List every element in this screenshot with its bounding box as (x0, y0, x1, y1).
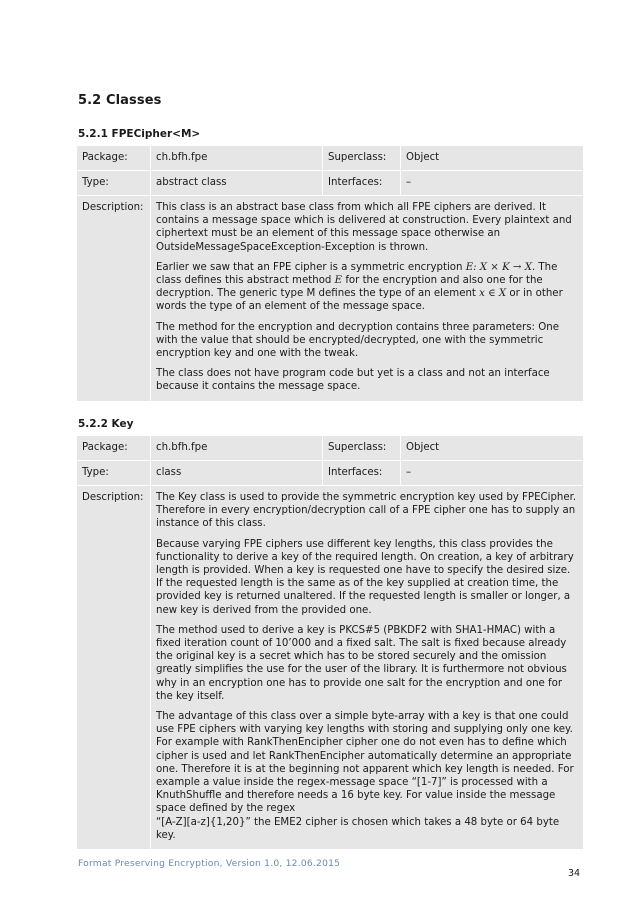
type-label: Type: (77, 171, 150, 195)
fpecipher-class-table (76, 145, 584, 402)
description-paragraph (156, 710, 578, 842)
math-expression: E: X × K → X (465, 261, 532, 273)
superclass-label: Superclass: (323, 436, 400, 460)
page-number: 34 (568, 868, 581, 879)
package-value: ch.bfh.fpe (151, 436, 322, 460)
interfaces-value: – (401, 461, 583, 485)
interfaces-value: – (401, 171, 583, 195)
key-class-table (76, 435, 584, 850)
description-paragraph: Because varying FPE ciphers use different key lengths, this class provides the functionality to derive a key of the required length. On creation, a key of arbitrary length is provided. When a key is requested one have to specify the desired size. If the requested length is the same as of the key supplied at creation time, the provided key is returned unaltered. If the requested length is smaller or longer, a new key is derived from the provided one. (156, 538, 574, 616)
description-cell (151, 196, 583, 401)
text-span: or in other words the type of an element of the message space. (156, 288, 563, 313)
table-row (77, 196, 583, 401)
text-span: The advantage of this class over a simple byte-array with a key is that one could use FPE ciphers with varying key lengths with storing and supplying only one key. For example with RankThenEncipher cipher one do not even has to define which cipher is used and let RankThenEncipher automatically determine an appropriate one. Therefore it is at the beginning not apparent which key length is needed. For example a value inside the regex-message space “[1-7]” is processed with a KnuthShuffle and therefore needs a 16 byte key. For value inside the message space defined by the regex (156, 711, 574, 815)
fpecipher-heading: 5.2.1 FPECipher<M> (78, 128, 201, 140)
type-value: class (151, 461, 322, 485)
description-paragraph: The method for the encryption and decryption contains three parameters: One with the value that should be encrypted/decrypted, one with the symmetric encryption key and one with the tweak. (156, 321, 559, 360)
interfaces-label: Interfaces: (323, 171, 400, 195)
description-cell (151, 486, 583, 849)
description-paragraph: The class does not have program code but yet is a class and not an interface because it contains the message space. (156, 368, 550, 393)
math-expression: E (334, 275, 343, 287)
description-paragraph (156, 261, 578, 314)
table-row (77, 436, 583, 460)
text-span: Earlier we saw that an FPE cipher is a symmetric encryption (156, 261, 466, 273)
table-row (77, 461, 583, 485)
text-span: . The class defines this abstract method (156, 261, 558, 287)
table-row (77, 171, 583, 195)
type-value: abstract class (151, 171, 322, 195)
package-label: Package: (77, 436, 150, 460)
table-row (77, 146, 583, 170)
key-heading: 5.2.2 Key (78, 418, 134, 430)
superclass-value: Object (401, 146, 583, 170)
type-label: Type: (77, 461, 150, 485)
text-span: “[A-Z][a-z]{1,20}” the EME2 cipher is chosen which takes a 48 byte or 64 byte key. (156, 816, 560, 841)
description-paragraph: The Key class is used to provide the symmetric encryption key used by FPECipher. Therefore in every encryption/decryption call of a FPE cipher one has to supply an instance of this class. (156, 492, 577, 530)
description-paragraph: This class is an abstract base class from which all FPE ciphers are derived. It contains a message space which is delivered at construction. Every plaintext and ciphertext must be an element of this message space otherwise an OutsideMessageSpaceException-Exception is thrown. (156, 202, 572, 253)
description-paragraph: The method used to derive a key is PKCS#5 (PBKDF2 with SHA1-HMAC) with a fixed iteration count of 10’000 and a fixed salt. The salt is fixed because already the original key is a secret which has to be stored securely and the omission greatly simplifies the use for the user of the library. It is furthermore not obvious why in an encryption one has to provide one salt for the encryption and one for the key itself. (156, 624, 567, 702)
text-span: for the encryption and also one for the decryption. The generic type M defines the type of an element (156, 275, 543, 300)
package-label: Package: (77, 146, 150, 170)
math-expression: x ∈ X (479, 288, 507, 300)
footer-text: Format Preserving Encryption, Version 1.0, 12.06.2015 (78, 858, 341, 869)
table-row (77, 486, 583, 849)
interfaces-label: Interfaces: (323, 461, 400, 485)
superclass-label: Superclass: (323, 146, 400, 170)
package-value: ch.bfh.fpe (151, 146, 322, 170)
section-title: 5.2 Classes (78, 93, 162, 108)
superclass-value: Object (401, 436, 583, 460)
description-label: Description: (77, 196, 150, 401)
description-label: Description: (77, 486, 150, 849)
